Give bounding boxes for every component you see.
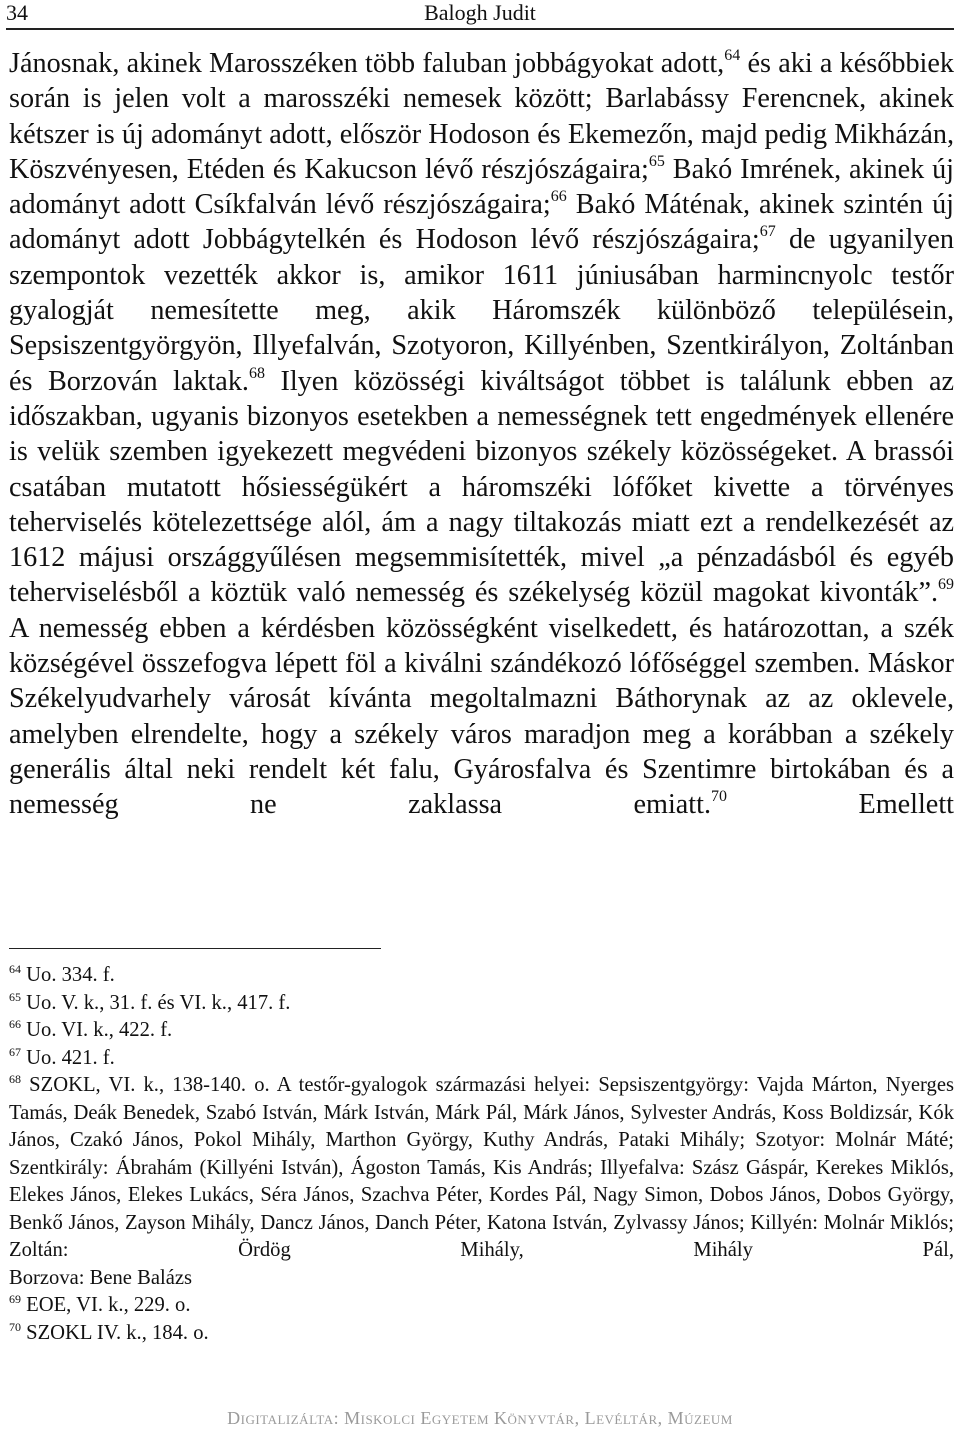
- footnote-65: [9, 990, 954, 1018]
- digitization-watermark: Digitalizálta: Miskolci Egyetem Könyvtár, Levéltár, Múzeum: [227, 1408, 733, 1428]
- page-number: 34: [6, 0, 28, 25]
- footnote-ref-65: 65: [648, 152, 665, 170]
- body-text-segment: A nemesség ebben a kérdésben közösségként viselkedett, és határozottan, a szék községével összefogva lépett föl a kiválni szándékozó lófőséggel szemben. Máskor Székelyudvarhely városát kívánta megoltalmazni Báthorynak az az oklevele, amelyben elrendelte, hogy a székely város maradjon meg a korábban a székely generális által neki rendelt két falu, Gyárosfalva és Szentimre birtokában és a nemesség ne zaklassa emiatt.: [9, 612, 954, 821]
- footnote-number: 65: [9, 989, 21, 1004]
- footnote-text: Uo. V. k., 31. f. és VI. k., 417. f.: [21, 991, 291, 1014]
- body-paragraph: [9, 46, 954, 823]
- footnote-67: [9, 1045, 954, 1073]
- footnote-number: 70: [9, 1319, 21, 1334]
- footnotes: [9, 962, 954, 1347]
- footnote-ref-70: 70: [711, 788, 728, 806]
- footnote-64: [9, 962, 954, 990]
- footnote-text: Uo. VI. k., 422. f.: [21, 1019, 173, 1041]
- footnote-number: 64: [9, 962, 21, 976]
- footnote-ref-67: 67: [759, 223, 776, 241]
- body-text-segment: Emellett: [727, 789, 954, 821]
- body-text-segment: Ilyen közösségi kiváltságot többet is találunk ebben az időszakban, ugyanis bizonyos esetekben a nemességnek tett engedmények ellenére is velük szemben igyekezett megvédeni bizonyos székely közösségeket. A brassói csatában mutatott hősiességükért a háromszéki lófőket kivette a törvényes teherviselés kötelezettsége alól, ám a nagy tiltakozás miatt ezt a rendelkezését az 1612 májusi országgyűlésen megsemmisítették, mivel „a pénzadásból és egyéb teherviselésből a köztük való nemesség és székelység közül magokat kivonták”.: [9, 365, 955, 609]
- footnote-separator: [9, 948, 381, 949]
- footnote-number: 68: [9, 1072, 21, 1086]
- footnote-ref-66: 66: [550, 188, 567, 206]
- footnote-68-continuation: Borzova: Bene Balázs: [9, 1266, 192, 1289]
- page-header: [6, 0, 954, 30]
- footnote-ref-68: 68: [248, 364, 265, 382]
- footnote-number: 67: [9, 1044, 21, 1059]
- body-text-segment: Jánosnak, akinek Marosszéken több faluban jobbágyokat adott,: [9, 48, 725, 79]
- footnote-ref-64: 64: [724, 47, 741, 64]
- footnote-ref-69: 69: [938, 576, 954, 594]
- footnote-text: SZOKL, VI. k., 138-140. o. A testőr-gyalogok származási helyei: Sepsiszentgyörgy: Vajda Márton, Nyerges Tamás, Deák Benedek, Szabó István, Márk István, Márk Pál, Márk János, Sylvester András, Koss Boldizsár, Kók János, Czakó János, Pokol Mihály, Marthon György, Kuthy András, Pataki Mihály; Szotyor: Molnár Máté; Szentkirály: Ábrahám (Killyéni István), Ágoston Tamás, Kis András; Illyefalva: Szász Gáspár, Kerekes Miklós, Elekes János, Elekes Lukács, Séra János, Szachva Péter, Kordes Pál, Nagy Simon, Dobos János, Dobos György, Benkő János, Zayson Mihály, Dancz János, Danch Péter, Katona István, Zylvassy János; Killyén: Molnár Miklós; Zoltán: Ördög Mihály, Mihály Pál,: [9, 1074, 954, 1261]
- running-head: Balogh Judit: [424, 0, 536, 25]
- footnote-text: SZOKL IV. k., 184. o.: [21, 1321, 209, 1344]
- footnote-68: [9, 1072, 954, 1265]
- body-text-segment: Bakó Máténak, akinek szintén új adományt adott Jobbágytelkén és Hodoson lévő részjószágaira;: [9, 189, 954, 256]
- footnote-number: 69: [9, 1292, 21, 1306]
- footnote-66: [9, 1017, 954, 1045]
- header-rule: [6, 28, 954, 30]
- footnote-69: [9, 1292, 954, 1320]
- footnote-70: [9, 1320, 954, 1348]
- footnote-text: Uo. 421. f.: [21, 1046, 115, 1069]
- footnote-text: Uo. 334. f.: [21, 964, 115, 986]
- body-text-segment: de ugyanilyen szempontok vezették akkor is, amikor 1611 júniusában harmincnyolc testőr gyalogját nemesítette meg, akik Háromszék különböző településein, Sepsiszentgyörgyön, Illyefalván, Szotyoron, Killyénben, Szentkirályon, Zoltánban és Borzován laktak.: [9, 224, 954, 397]
- body-text-segment: és aki a későbbiek során is jelen volt a marosszéki nemesek között; Barlabássy Ferencnek, akinek kétszer is új adományt adott, először Hodoson és Ekemezőn, majd pedig Mikházán, Köszvényesen, Etéden és Kakucson lévő részjószágaira;: [9, 48, 954, 185]
- footnote-text: EOE, VI. k., 229. o.: [21, 1294, 191, 1316]
- footnote-number: 66: [9, 1017, 21, 1031]
- body-text-segment: Bakó Imrének, akinek új adományt adott Csíkfalván lévő részjószágaira;: [9, 153, 955, 221]
